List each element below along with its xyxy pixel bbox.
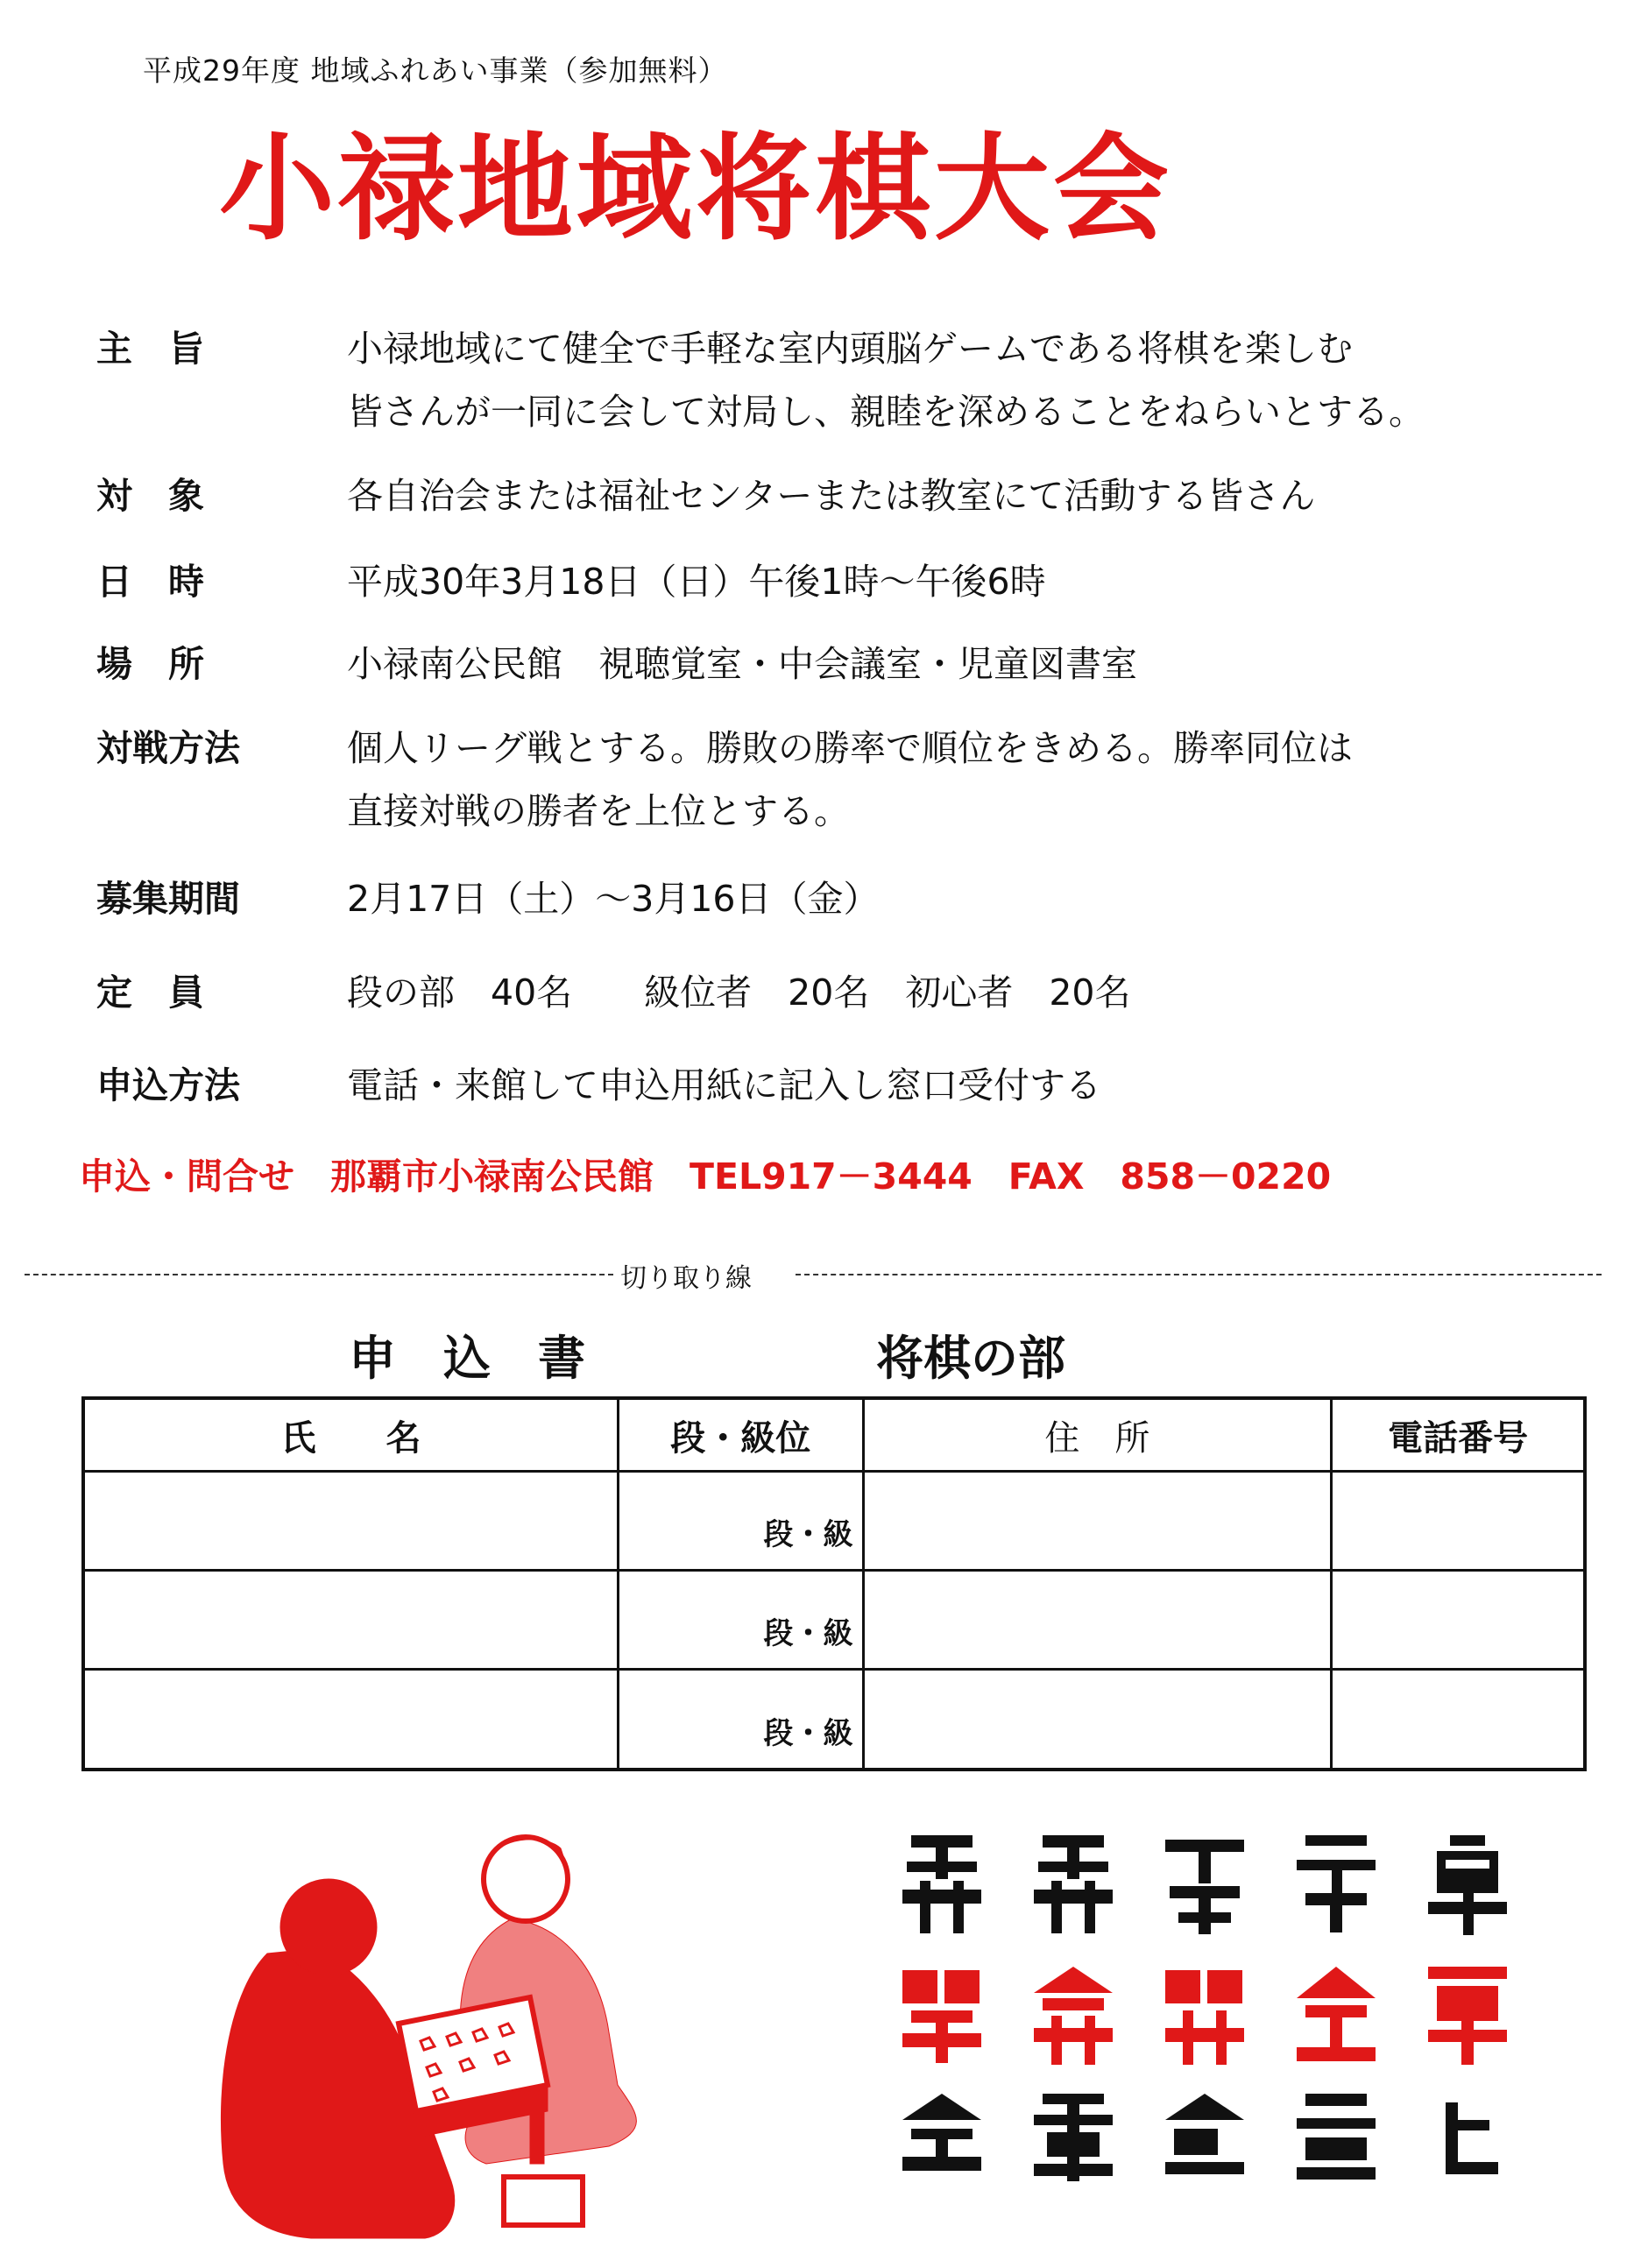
detail-value	[347, 717, 1353, 843]
shogi-piece-icon	[1297, 2094, 1376, 2180]
grade-field[interactable]: 段・級	[619, 1670, 863, 1770]
detail-label: 対 象	[96, 475, 204, 517]
detail-value	[347, 961, 1131, 1024]
shogi-piece-icon	[1297, 1835, 1376, 1932]
table-row	[83, 1571, 1585, 1670]
name-field[interactable]	[83, 1571, 619, 1670]
table-row	[83, 1472, 1585, 1571]
detail-line: 電話・来館して申込用紙に記入し窓口受付する	[347, 1064, 1101, 1106]
shogi-piece-icon	[1165, 1970, 1244, 2065]
shogi-piece-icon	[1165, 1840, 1244, 1934]
shogi-piece-icon	[1446, 2102, 1498, 2174]
contact-info: 申込・問合せ 那覇市小禄南公民館 TEL917－3444 FAX 858－0220	[79, 1155, 1332, 1198]
cut-line-dash	[796, 1274, 1602, 1275]
shogi-piece-icon	[902, 2094, 981, 2171]
detail-line: 小禄南公民館 視聴覚室・中会議室・児童図書室	[347, 643, 1137, 685]
application-form-table	[81, 1396, 1587, 1771]
detail-label: 日 時	[96, 561, 204, 603]
shogi-piece-icon	[902, 1835, 981, 1933]
grade-field[interactable]: 段・級	[619, 1571, 863, 1670]
detail-value	[347, 464, 1315, 527]
address-field[interactable]	[863, 1670, 1332, 1770]
table-header-row	[83, 1398, 1585, 1472]
detail-line: 平成30年3月18日（日）午後1時～午後6時	[347, 561, 1046, 603]
shogi-piece-icon	[1428, 1835, 1507, 1935]
detail-line: 直接対戦の勝者を上位とする。	[347, 790, 850, 832]
column-header-grade: 段・級位	[619, 1398, 863, 1472]
detail-line: 小禄地域にて健全で手軽な室内頭脳ゲームである将棋を楽しむ	[347, 328, 1353, 370]
address-field[interactable]	[863, 1472, 1332, 1571]
shogi-pieces-black-bottom-row	[902, 2094, 1498, 2181]
phone-field[interactable]	[1332, 1472, 1585, 1571]
detail-value	[347, 317, 1425, 443]
detail-value	[347, 867, 880, 930]
shogi-piece-icon	[1428, 1967, 1507, 2065]
shogi-piece-icon	[1034, 1835, 1113, 1933]
detail-value	[347, 1054, 1101, 1117]
address-field[interactable]	[863, 1571, 1332, 1670]
form-subheading: 将棋の部	[876, 1331, 1065, 1386]
column-header-address: 住 所	[863, 1398, 1332, 1472]
shogi-pieces-red-row	[902, 1967, 1507, 2065]
shogi-players-illustration	[197, 1796, 688, 2251]
shogi-piece-icon	[1297, 1967, 1376, 2061]
detail-line: 各自治会または福祉センターまたは教室にて活動する皆さん	[347, 475, 1316, 517]
cut-line	[25, 1261, 1602, 1294]
shogi-pieces-black-row	[902, 1835, 1507, 1935]
shogi-pieces-decoration	[885, 1826, 1551, 2194]
shogi-piece-icon	[1165, 2094, 1244, 2174]
shogi-piece-icon	[902, 1970, 981, 2063]
shogi-piece-icon	[1034, 1967, 1113, 2065]
table-row	[83, 1670, 1585, 1770]
detail-value	[347, 632, 1137, 696]
grade-field[interactable]: 段・級	[619, 1472, 863, 1571]
cut-line-label: 切り取り線	[617, 1256, 755, 1295]
phone-field[interactable]	[1332, 1670, 1585, 1770]
detail-label: 定 員	[96, 971, 204, 1014]
detail-label: 場 所	[96, 643, 204, 685]
detail-line: 皆さんが一同に会して対局し、親睦を深めることをねらいとする。	[347, 391, 1425, 433]
detail-label: 申込方法	[96, 1064, 240, 1106]
detail-label: 対戦方法	[96, 727, 240, 769]
detail-line: 2月17日（土）～3月16日（金）	[347, 878, 880, 920]
event-title: 小禄地域将棋大会	[219, 122, 1172, 257]
detail-line: 段の部 40名 級位者 20名 初心者 20名	[347, 971, 1131, 1014]
detail-label: 募集期間	[96, 878, 240, 920]
event-subtitle: 平成29年度 地域ふれあい事業（参加無料）	[143, 53, 728, 88]
detail-line: 個人リーグ戦とする。勝敗の勝率で順位をきめる。勝率同位は	[347, 727, 1353, 769]
name-field[interactable]	[83, 1472, 619, 1571]
column-header-name: 氏 名	[83, 1398, 619, 1472]
phone-field[interactable]	[1332, 1571, 1585, 1670]
detail-label: 主 旨	[96, 328, 204, 370]
cut-line-dash	[25, 1274, 613, 1275]
detail-value	[347, 550, 1046, 613]
form-heading: 申 込 書	[349, 1331, 585, 1386]
shogi-piece-icon	[1034, 2094, 1113, 2181]
name-field[interactable]	[83, 1670, 619, 1770]
column-header-phone: 電話番号	[1332, 1398, 1585, 1472]
